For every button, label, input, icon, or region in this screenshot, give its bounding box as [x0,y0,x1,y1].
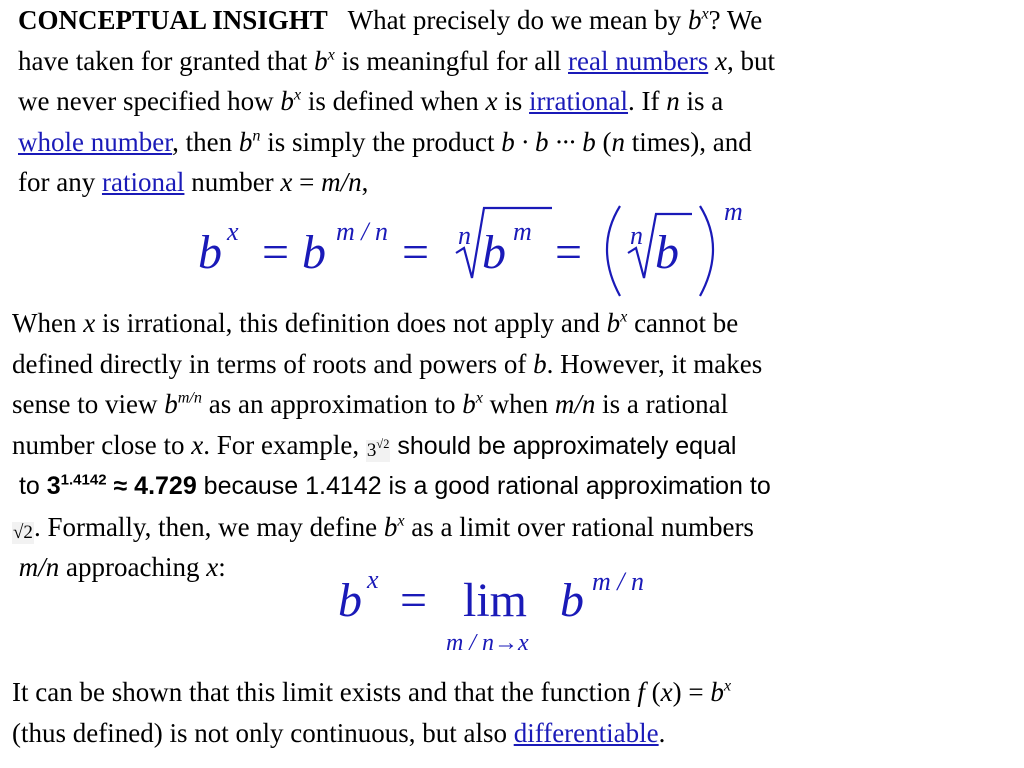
intro-line-3: we never specified how $b^x$ is defined when x is irrational. If n is a [18,85,724,116]
irr-line-1: When x is irrational, this definition does not apply and $b^x$ cannot be [12,307,739,338]
link-whole-number[interactable]: whole number [18,126,173,157]
intro-line-4: whole number, then $b^n$ is simply the product b · b ··· b (n times), and [18,125,752,157]
irr-line-7: m/n approaching x: [18,552,226,582]
eq1-exp-mn: m / n [336,217,388,246]
equation-rational-exponent [190,198,770,308]
irr-line-3: sense to view $b^{m/n}$ as an approximation to $b^x$ when m/n is a rational [12,388,729,419]
intro-line-1: CONCEPTUAL INSIGHT What precisely do we mean by $b^x$? We [18,4,763,35]
eq2-equals: = [400,574,428,627]
root-two-image: √2 [13,521,33,543]
concl-line-1: It can be shown that this limit exists and that the function f $(x) = b^x$ [12,676,732,707]
eq1-b3: b [482,226,506,279]
three-to-root-two-image: $3^{√2}$ [366,436,390,461]
irr-line-5: to $3^{1.4142} \approx 4.729$ because 1.4142 is a good rational approximation to [18,471,771,500]
eq1-x: x [227,217,239,246]
eq2-b: b [338,574,362,627]
link-irrational[interactable]: irrational [529,86,629,116]
irr-line-6: √2. Formally, then, we may define $b^x$ as a limit over rational numbers [13,510,754,543]
paragraph-conclusion [12,672,1012,753]
eq1-equals-2: = [402,226,430,279]
link-rational[interactable]: rational [101,167,185,197]
eq1-outer-exp-m: m [724,198,743,226]
concl-line-2: (thus defined) is not only continuous, but also differentiable. [12,717,666,748]
paragraph-intro [18,0,1008,203]
eq2-b2: b [560,574,584,627]
eq2-x: x [367,566,379,594]
eq1-b2: b [302,226,326,279]
eq1-b4: b [655,226,679,279]
eq1-root-index-n: n [458,221,471,250]
heading-conceptual-insight: CONCEPTUAL INSIGHT [18,5,328,35]
eq1-exp-m: m [513,217,532,246]
link-differentiable[interactable]: differentiable [513,717,659,748]
irr-line-4: number close to x. For example, $3^{√2}$ should be approximately equal [12,429,737,461]
intro-line-5: for any rational number x = m/n, [18,167,369,197]
eq1-equals-1: = [262,226,290,279]
eq2-subscript: m / n→x [446,630,529,656]
intro-line-2: have taken for granted that $b^x$ is meaningful for all real numbers x, but [18,44,775,76]
eq1-b: b [198,226,222,279]
eq1-equals-3: = [555,226,583,279]
eq1-paren-left [607,206,620,296]
approx-value: $3^{1.4142} \approx 4.729$ [46,471,197,500]
eq2-exp-mn: m / n [592,567,644,596]
equation-limit-definition [330,566,690,666]
eq1-paren-right [700,206,713,296]
link-real-numbers[interactable]: real numbers [568,45,709,76]
paragraph-irrational [12,303,1012,588]
eq1-root-index-n2: n [630,221,643,250]
irr-line-2: defined directly in terms of roots and powers of b. However, it makes [12,348,763,379]
eq2-lim: lim [463,574,528,627]
